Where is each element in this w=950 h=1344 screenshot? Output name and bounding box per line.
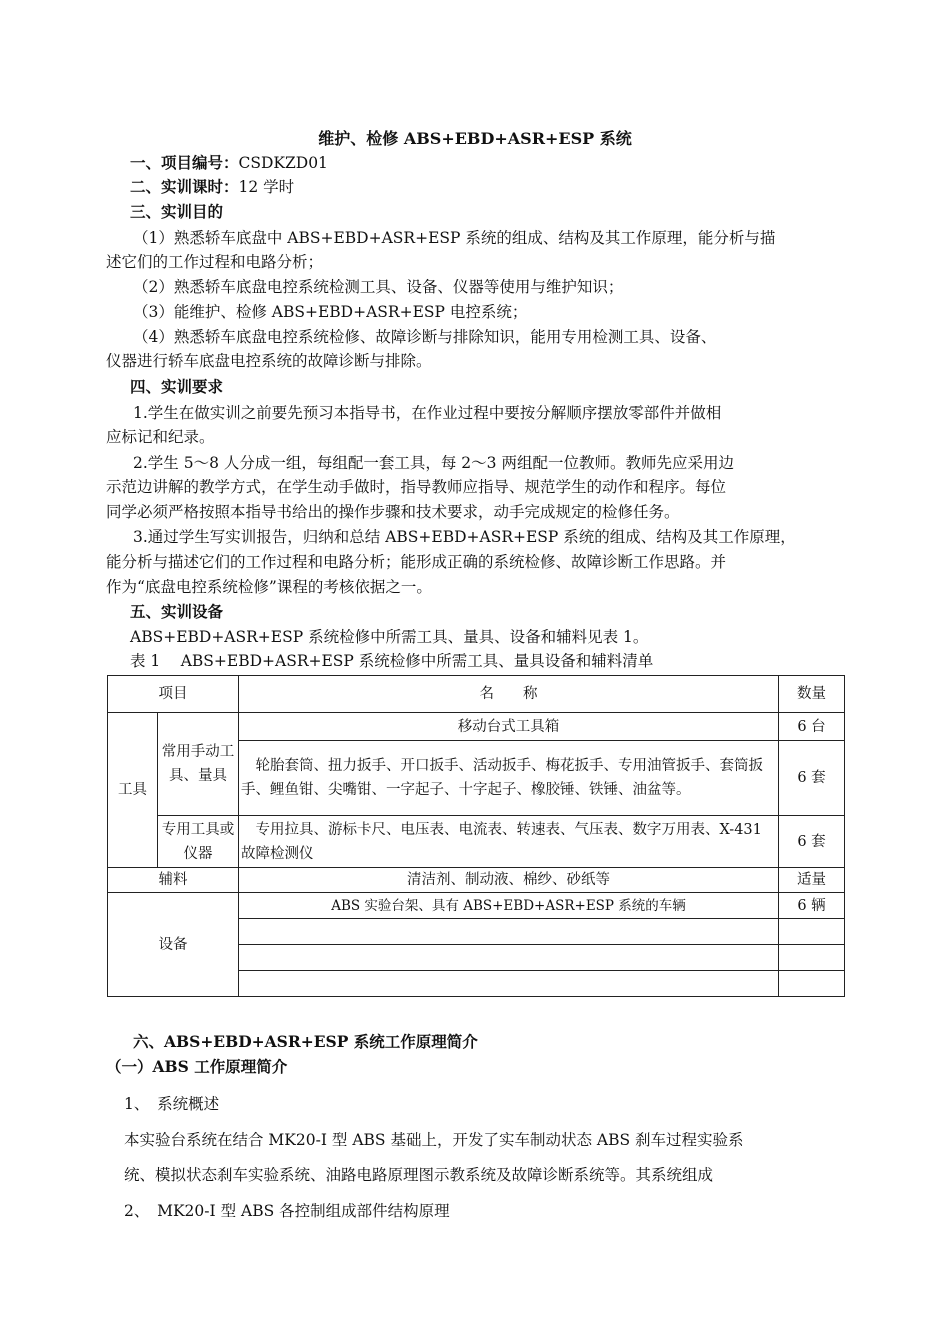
header-name: 名 称	[239, 676, 779, 713]
requirements-heading: 四、实训要求	[130, 377, 224, 396]
equipment-intro: ABS+EBD+ASR+ESP 系统检修中所需工具、量具、设备和辅料见表 1。	[130, 628, 649, 646]
training-hours-label: 二、实训课时：	[130, 177, 239, 196]
common-tools-label: 常用手动工具、量具	[158, 713, 239, 816]
row3-name: 专用拉具、游标卡尺、电压表、电流表、转速表、气压表、数字万用表、X-431 故障检测仪	[239, 816, 779, 868]
row5-qty: 6 辆	[779, 893, 845, 919]
project-code-value: CSDKZD01	[238, 154, 328, 172]
requirement-line: 2.学生 5～8 人分成一组，每组配一套工具，每 2～3 两组配一位教师。教师先应采用边	[133, 454, 734, 472]
principle-heading: 六、ABS+EBD+ASR+ESP 系统工作原理简介	[133, 1032, 478, 1051]
requirement-line: 作为“底盘电控系统检修”课程的考核依据之一。	[106, 578, 432, 596]
row4-name: 清洁剂、制动液、棉纱、砂纸等	[239, 868, 779, 893]
device-label: 设备	[108, 893, 239, 997]
requirement-line: 能分析与描述它们的工作过程和电路分析；能形成正确的系统检修、故障诊断工作思路。并	[106, 553, 727, 571]
row1-qty: 6 台	[779, 713, 845, 741]
row1-name: 移动台式工具箱	[239, 713, 779, 741]
row3-qty: 6 套	[779, 816, 845, 868]
training-hours-line	[130, 175, 294, 199]
objective-line: （1）熟悉轿车底盘中 ABS+EBD+ASR+ESP 系统的组成、结构及其工作原理，能分析与描	[133, 229, 776, 247]
requirement-line: 应标记和纪录。	[106, 428, 215, 446]
requirement-line: 3.通过学生写实训报告，归纳和总结 ABS+EBD+ASR+ESP 系统的组成、结构及其工作原理，	[133, 528, 796, 546]
row4-qty: 适量	[779, 868, 845, 893]
objective-line: （3）能维护、检修 ABS+EBD+ASR+ESP 电控系统；	[133, 303, 528, 321]
objective-line: （4）熟悉轿车底盘电控系统检修、故障诊断与排除知识，能用专用检测工具、设备、	[133, 328, 717, 346]
requirement-line: 示范边讲解的教学方式，在学生动手做时，指导教师应指导、规范学生的动作和程序。每位	[106, 478, 727, 496]
aux-label: 辅料	[108, 868, 239, 893]
section-1-title: 1、 系统概述	[124, 1095, 220, 1113]
table-row	[108, 893, 845, 919]
equipment-heading: 五、实训设备	[130, 602, 224, 621]
row2-qty: 6 套	[779, 741, 845, 816]
tools-label: 工具	[108, 713, 158, 868]
project-code-label: 一、项目编号：	[130, 153, 239, 172]
project-code-line	[130, 151, 328, 175]
header-qty: 数量	[779, 676, 845, 713]
equipment-table	[107, 675, 845, 997]
objective-line: 仪器进行轿车底盘电控系统的故障诊断与排除。	[106, 352, 432, 370]
special-tools-label: 专用工具或仪器	[158, 816, 239, 868]
training-hours-value: 12 学时	[238, 178, 295, 196]
section-1-text: 本实验台系统在结合 MK20-Ⅰ 型 ABS 基础上，开发了实车制动状态 ABS 刹车过程实验系	[124, 1131, 744, 1149]
row2-name: 轮胎套筒、扭力扳手、开口扳手、活动扳手、梅花扳手、专用油管扳手、套筒扳手、鲤鱼钳、尖嘴钳、一字起子、十字起子、橡胶锤、铁锤、油盆等。	[239, 741, 779, 816]
document-title: 维护、检修 ABS+EBD+ASR+ESP 系统	[318, 129, 632, 148]
table-header-row	[108, 676, 845, 713]
objective-line: （2）熟悉轿车底盘电控系统检测工具、设备、仪器等使用与维护知识；	[133, 278, 624, 296]
section-2-title: 2、 MK20-Ⅰ 型 ABS 各控制组成部件结构原理	[124, 1202, 450, 1220]
header-item: 项目	[108, 676, 239, 713]
section-1-text: 统、模拟状态刹车实验系统、油路电路原理图示教系统及故障诊断系统等。其系统组成	[124, 1166, 714, 1184]
objectives-heading: 三、实训目的	[130, 202, 224, 221]
table-row	[108, 816, 845, 868]
requirement-line: 1.学生在做实训之前要先预习本指导书，在作业过程中要按分解顺序摆放零部件并做相	[133, 404, 722, 422]
requirement-line: 同学必须严格按照本指导书给出的操作步骤和技术要求，动手完成规定的检修任务。	[106, 503, 680, 521]
row5-name: ABS 实验台架、具有 ABS+EBD+ASR+ESP 系统的车辆	[239, 893, 779, 919]
objective-line: 述它们的工作过程和电路分析；	[106, 253, 324, 271]
abs-subheading: （一）ABS 工作原理简介	[106, 1057, 288, 1076]
table-row	[108, 868, 845, 893]
table-caption: 表 1 ABS+EBD+ASR+ESP 系统检修中所需工具、量具设备和辅料清单	[130, 652, 654, 670]
table-row	[108, 713, 845, 741]
